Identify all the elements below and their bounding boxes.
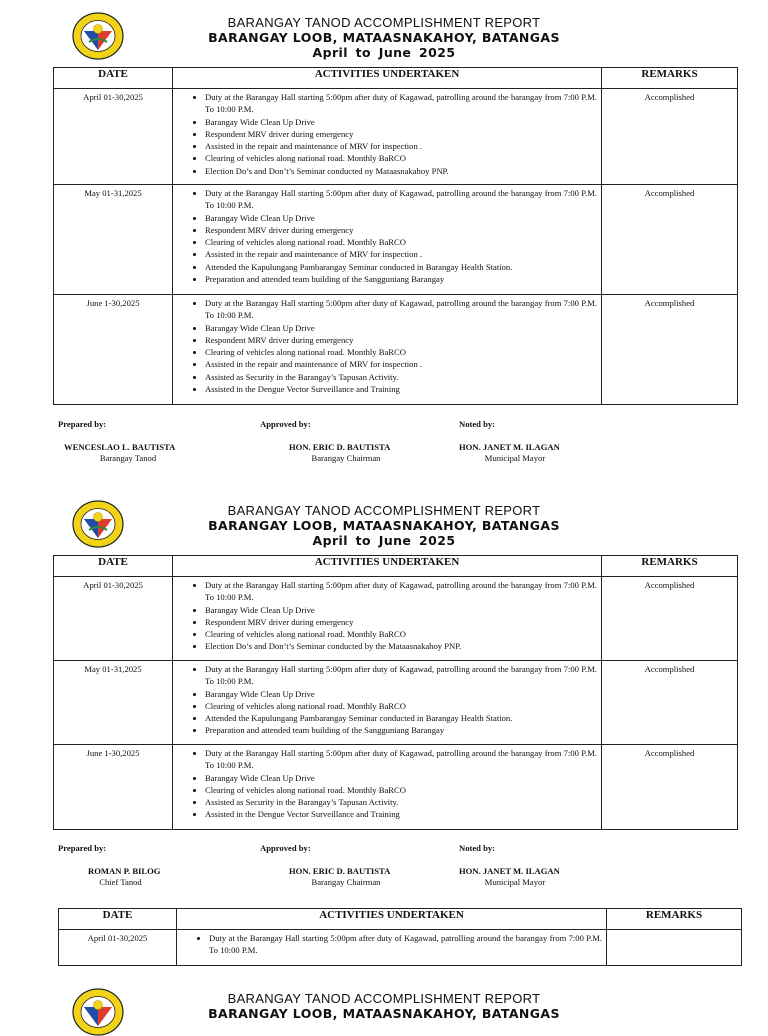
list-item: • Election Do’s and Don’t’s Seminar conducted by the Mataasnakahoy PNP. — [205, 640, 597, 652]
row-activities — [173, 295, 602, 405]
accomplishment-table — [53, 555, 738, 830]
activity-list — [177, 187, 597, 285]
prepared-by-label: Prepared by: — [58, 843, 107, 853]
list-item: • Barangay Wide Clean Up Drive — [205, 322, 597, 334]
list-item: • Clearing of vehicles along national road. Monthly BaRCO — [205, 346, 597, 358]
row-remarks — [607, 930, 742, 966]
row-activities — [173, 745, 602, 830]
approved-by-name: HON. ERIC D. BAUTISTA — [289, 866, 391, 876]
prepared-by-position: Barangay Tanod — [99, 453, 157, 463]
noted-by-label: Noted by: — [459, 419, 496, 429]
list-item: • Assisted in the repair and maintenance of MRV for inspection . — [205, 358, 597, 370]
prepared-by-name: WENCESLAO L. BAUTISTA — [64, 442, 176, 452]
approved-by-label: Approved by: — [260, 843, 311, 853]
row-date: April 01-30,2025 — [59, 930, 177, 966]
approved-by-position: Barangay Chairman — [311, 877, 381, 887]
noted-by-label: Noted by: — [459, 843, 496, 853]
row-date: April 01-30,2025 — [54, 89, 173, 185]
activities-header: ACTIVITIES UNDERTAKEN — [173, 68, 602, 89]
approved-by-block — [260, 419, 432, 464]
noted-by-block — [459, 843, 571, 888]
list-item: • Barangay Wide Clean Up Drive — [205, 772, 597, 784]
list-item: • Attended the Kapulungang Pambarangay Seminar conducted in Barangay Health Station. — [205, 712, 597, 724]
list-item: • Respondent MRV driver during emergency — [205, 224, 597, 236]
row-activities — [173, 89, 602, 185]
list-item: • Assisted in the Dengue Vector Surveillance and Training — [205, 808, 597, 820]
list-item: • Election Do’s and Don’t’s Seminar conducted ny Mataasnakahoy PNP. — [205, 165, 597, 177]
report-location: BARANGAY LOOB, MATAASNAKAHOY, BATANGAS — [208, 1006, 560, 1021]
prepared-by-name: ROMAN P. BILOG — [88, 866, 161, 876]
table-row — [59, 930, 742, 966]
row-date: June 1-30,2025 — [54, 745, 173, 830]
list-item: • Duty at the Barangay Hall starting 5:00pm after duty of Kagawad, patrolling around the barangay from 7:00 P.M. To 10:00 P.M. — [205, 297, 597, 322]
list-item: • Preparation and attended team building of the Sangguniang Barangay — [205, 724, 597, 736]
noted-by-name: HON. JANET M. ILAGAN — [459, 442, 560, 452]
noted-by-position: Municipal Mayor — [484, 453, 546, 463]
row-activities — [173, 185, 602, 295]
prepared-by-label: Prepared by: — [58, 419, 107, 429]
list-item: • Clearing of vehicles along national road. Monthly BaRCO — [205, 152, 597, 164]
activity-list — [181, 932, 602, 957]
activity-list — [177, 91, 597, 177]
report-title: BARANGAY TANOD ACCOMPLISHMENT REPORT — [227, 15, 541, 30]
table-row — [54, 185, 738, 295]
list-item: • Preparation and attended team building of the Sangguniang Barangay — [205, 273, 597, 285]
row-remarks: Accomplished — [602, 295, 738, 405]
date-header: DATE — [59, 909, 177, 930]
prepared-by-position: Chief Tanod — [99, 877, 142, 887]
activities-header: ACTIVITIES UNDERTAKEN — [173, 556, 602, 577]
list-item: • Duty at the Barangay Hall starting 5:00pm after duty of Kagawad, patrolling around the barangay from 7:00 P.M. To 10:00 P.M. — [205, 91, 597, 116]
row-date: April 01-30,2025 — [54, 577, 173, 661]
date-header: DATE — [54, 556, 173, 577]
row-remarks: Accomplished — [602, 661, 738, 745]
activities-header: ACTIVITIES UNDERTAKEN — [177, 909, 607, 930]
list-item: • Respondent MRV driver during emergency — [205, 616, 597, 628]
list-item: • Clearing of vehicles along national road. Monthly BaRCO — [205, 236, 597, 248]
prepared-by-block — [58, 843, 183, 888]
accomplishment-table — [58, 908, 742, 966]
list-item: • Duty at the Barangay Hall starting 5:00pm after duty of Kagawad, patrolling around the barangay from 7:00 P.M. To 10:00 P.M. — [205, 663, 597, 688]
remarks-header: REMARKS — [607, 909, 742, 930]
table-row — [54, 577, 738, 661]
list-item: • Barangay Wide Clean Up Drive — [205, 604, 597, 616]
table-row — [54, 661, 738, 745]
accomplishment-table — [53, 67, 738, 405]
row-remarks: Accomplished — [602, 89, 738, 185]
approved-by-position: Barangay Chairman — [311, 453, 381, 463]
table-row — [54, 89, 738, 185]
table-row — [54, 745, 738, 830]
report-title: BARANGAY TANOD ACCOMPLISHMENT REPORT — [227, 991, 541, 1006]
list-item: • Assisted in the repair and maintenance of MRV for inspection . — [205, 248, 597, 260]
activity-list — [177, 747, 597, 821]
approved-by-label: Approved by: — [260, 419, 311, 429]
report-period: April to June 2025 — [312, 533, 456, 548]
list-item: • Assisted in the repair and maintenance of MRV for inspection . — [205, 140, 597, 152]
list-item: • Assisted in the Dengue Vector Surveillance and Training — [205, 383, 597, 395]
list-item: • Clearing of vehicles along national road. Monthly BaRCO — [205, 700, 597, 712]
row-remarks: Accomplished — [602, 745, 738, 830]
report-location: BARANGAY LOOB, MATAASNAKAHOY, BATANGAS — [208, 518, 560, 533]
list-item: • Duty at the Barangay Hall starting 5:00pm after duty of Kagawad, patrolling around the barangay from 7:00 P.M. To 10:00 P.M. — [205, 747, 597, 772]
activity-list — [177, 663, 597, 737]
list-item: • Clearing of vehicles along national road. Monthly BaRCO — [205, 628, 597, 640]
report-location: BARANGAY LOOB, MATAASNAKAHOY, BATANGAS — [208, 30, 560, 45]
noted-by-block — [459, 419, 571, 464]
noted-by-position: Municipal Mayor — [484, 877, 546, 887]
table-row — [54, 295, 738, 405]
row-date: June 1-30,2025 — [54, 295, 173, 405]
approved-by-name: HON. ERIC D. BAUTISTA — [289, 442, 391, 452]
activity-list — [177, 297, 597, 395]
report-title: BARANGAY TANOD ACCOMPLISHMENT REPORT — [227, 503, 541, 518]
remarks-header: REMARKS — [602, 68, 738, 89]
approved-by-block — [260, 843, 432, 888]
remarks-header: REMARKS — [602, 556, 738, 577]
date-header: DATE — [54, 68, 173, 89]
prepared-by-block — [58, 419, 198, 464]
list-item: • Assisted as Security in the Barangay’s Tapusan Activity. — [205, 796, 597, 808]
list-item: • Duty at the Barangay Hall starting 5:00pm after duty of Kagawad, patrolling around the barangay from 7:00 P.M. To 10:00 P.M. — [205, 187, 597, 212]
row-activities — [173, 661, 602, 745]
row-date: May 01-31,2025 — [54, 185, 173, 295]
list-item: • Assisted as Security in the Barangay’s Tapusan Activity. — [205, 371, 597, 383]
list-item: • Barangay Wide Clean Up Drive — [205, 688, 597, 700]
list-item: • Clearing of vehicles along national road. Monthly BaRCO — [205, 784, 597, 796]
list-item: • Duty at the Barangay Hall starting 5:00pm after duty of Kagawad, patrolling around the barangay from 7:00 P.M. To 10:00 P.M. — [209, 932, 602, 957]
list-item: • Barangay Wide Clean Up Drive — [205, 212, 597, 224]
row-remarks: Accomplished — [602, 577, 738, 661]
list-item: • Respondent MRV driver during emergency — [205, 334, 597, 346]
row-remarks: Accomplished — [602, 185, 738, 295]
row-date: May 01-31,2025 — [54, 661, 173, 745]
list-item: • Attended the Kapulungang Pambarangay Seminar conducted in Barangay Health Station. — [205, 261, 597, 273]
list-item: • Duty at the Barangay Hall starting 5:00pm after duty of Kagawad, patrolling around the barangay from 7:00 P.M. To 10:00 P.M. — [205, 579, 597, 604]
list-item: • Barangay Wide Clean Up Drive — [205, 116, 597, 128]
row-activities — [177, 930, 607, 966]
noted-by-name: HON. JANET M. ILAGAN — [459, 866, 560, 876]
row-activities — [173, 577, 602, 661]
report-period: April to June 2025 — [312, 45, 456, 60]
activity-list — [177, 579, 597, 653]
list-item: • Respondent MRV driver during emergency — [205, 128, 597, 140]
